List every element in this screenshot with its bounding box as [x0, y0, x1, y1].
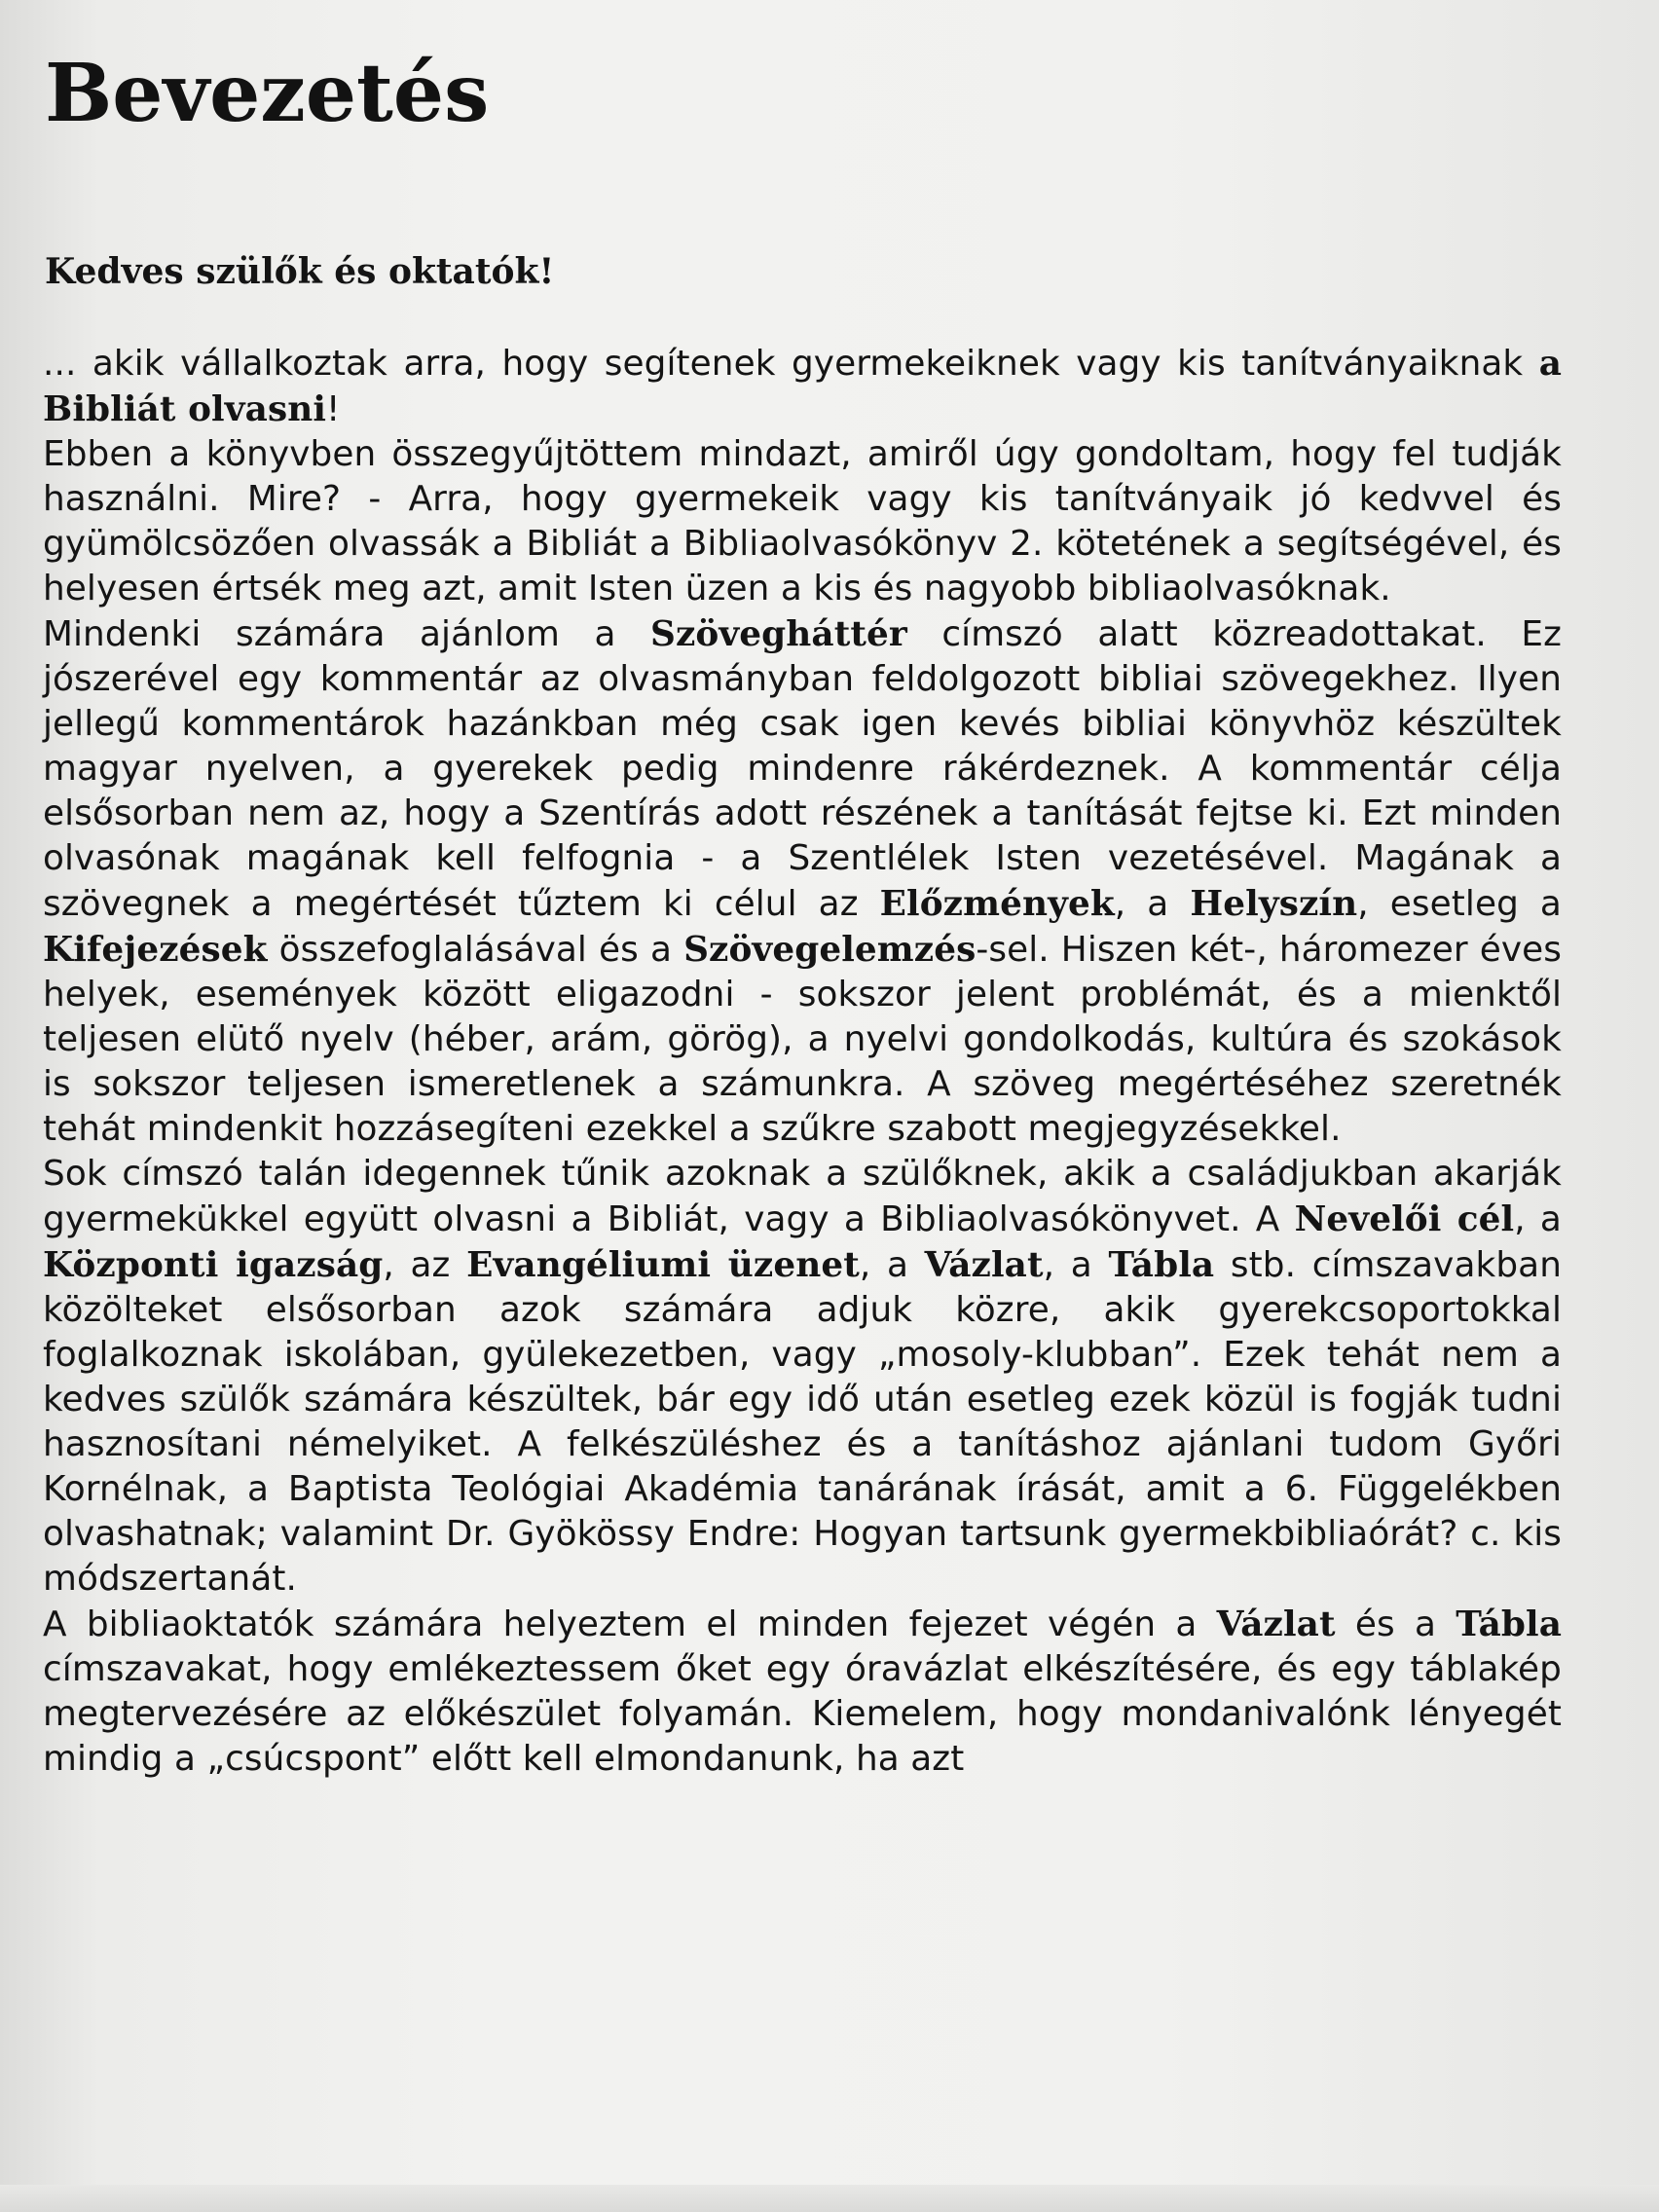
paragraph: [43, 432, 1562, 611]
text-run: összefoglalásával és a: [267, 930, 684, 970]
text-run: , esetleg a: [1357, 884, 1562, 924]
text-run: és a: [1335, 1604, 1456, 1644]
text-run: Mindenki számára ajánlom a: [43, 614, 651, 654]
bold-term: Tábla: [1456, 1604, 1562, 1644]
text-run: címszó alatt közreadottakat. Ez jószerével egy kommentár az olvasmányban feldolgozott bibliai szövegekhez. Ilyen jellegű kommentárok hazánkban még csak igen kevés bibliai könyvhöz készültek magyar nyelven, a gyerekek pedig mindenre rákérdeznek. A kommentár célja elsősorban nem az, hogy a Szentírás adott részének a tanítását fejtse ki. Ezt minden olvasónak magának kell felfognia - a Szentlélek Isten vezetésével. Magának a szövegnek a megértését tűztem ki célul az: [43, 614, 1563, 924]
bold-term: Szövegháttér: [650, 613, 907, 654]
greeting-heading: Kedves szülők és oktatók!: [45, 251, 555, 292]
text-run: , a: [1114, 884, 1191, 924]
body-text: [43, 341, 1562, 1782]
bold-term: Nevelői cél: [1294, 1198, 1515, 1239]
bold-term: Vázlat: [924, 1244, 1044, 1285]
bold-term: Evangéliumi üzenet: [466, 1244, 860, 1285]
bold-term: Szövegelemzés: [683, 929, 977, 970]
text-run: stb. címszavakban közölteket elsősorban azok számára adjuk közre, akik gyerekcsoportokkal foglalkoznak iskolában, gyülekezetben, vagy „mosoly-klubban”. Ezek tehát nem a kedves szülők számára készültek, bár egy idő után esetleg ezek közül is fogják tudni hasznosítani némelyiket. A felkészüléshez és a tanításhoz ajánlani tudom Győri Kornélnak, a Baptista Teológiai Akadémia tanárának írását, amit a 6. Függelékben olvashatnak; valamint Dr. Gyökössy Endre: Hogyan tartsunk gyermekbibliaórát? c. kis módszertanát.: [43, 1245, 1562, 1599]
text-run: A bibliaoktatók számára helyeztem el minden fejezet végén a: [43, 1604, 1217, 1644]
bold-term: Központi igazság: [43, 1244, 384, 1285]
text-run: , a: [859, 1245, 925, 1285]
bold-term: Tábla: [1108, 1244, 1215, 1285]
page-bottom-edge: [0, 2185, 1659, 2212]
text-run: Sok címszó talán idegennek tűnik azoknak a szülőknek, akik a családjukban akarják gyermekükkel együtt olvasni a Bibliát, vagy a Bibliaolvasókönyvet. A: [43, 1154, 1562, 1239]
text-run: Ebben a könyvben összegyűjtöttem mindazt, amiről úgy gondoltam, hogy fel tudják használni. Mire? - Arra, hogy gyermekeik vagy kis tanítványaik jó kedvvel és gyümölcsözően olvassák a Bibliát a Bibliaolvasókönyv 2. kötetének a segítségével, és helyesen értsék meg azt, amit Isten üzen a kis és nagyobb bibliaolvasóknak.: [43, 434, 1562, 608]
text-run: címszavakat, hogy emlékeztessem őket egy óravázlat elkészítésére, és egy táblakép megtervezésére az előkészület folyamán. Kiemelem, hogy mondanivalónk lényegét mindig a „csúcspont” előtt kell elmondanunk, ha azt: [43, 1649, 1562, 1779]
text-run: !: [326, 389, 341, 429]
paragraph: [43, 1602, 1562, 1782]
bold-term: Kifejezések: [43, 929, 268, 970]
paragraph: [43, 341, 1562, 432]
text-run: , a: [1514, 1199, 1562, 1239]
bold-term: a Bibliát olvasni: [43, 343, 1562, 429]
text-run: -sel. Hiszen két-, háromezer éves helyek, események között eligazodni - sokszor jelent problémát, és a mienktől teljesen elütő nyelv (héber, arám, görög), a nyelvi gondolkodás, kultúra és szokások is sokszor teljesen ismeretlenek a számunkra. A szöveg megértéséhez szeretnék tehát mindenkit hozzásegíteni ezekkel a szűkre szabott megjegyzésekkel.: [43, 930, 1562, 1149]
text-run: ... akik vállalkoztak arra, hogy segítenek gyermekeiknek vagy kis tanítványaiknak: [43, 344, 1539, 384]
bold-term: Helyszín: [1190, 883, 1358, 924]
page-title: Bevezetés: [45, 47, 490, 140]
text-run: , a: [1043, 1245, 1109, 1285]
paragraph: [43, 611, 1562, 1152]
text-run: , az: [383, 1245, 467, 1285]
bold-term: Előzmények: [879, 883, 1115, 924]
paragraph: [43, 1152, 1562, 1602]
bold-term: Vázlat: [1216, 1604, 1336, 1644]
